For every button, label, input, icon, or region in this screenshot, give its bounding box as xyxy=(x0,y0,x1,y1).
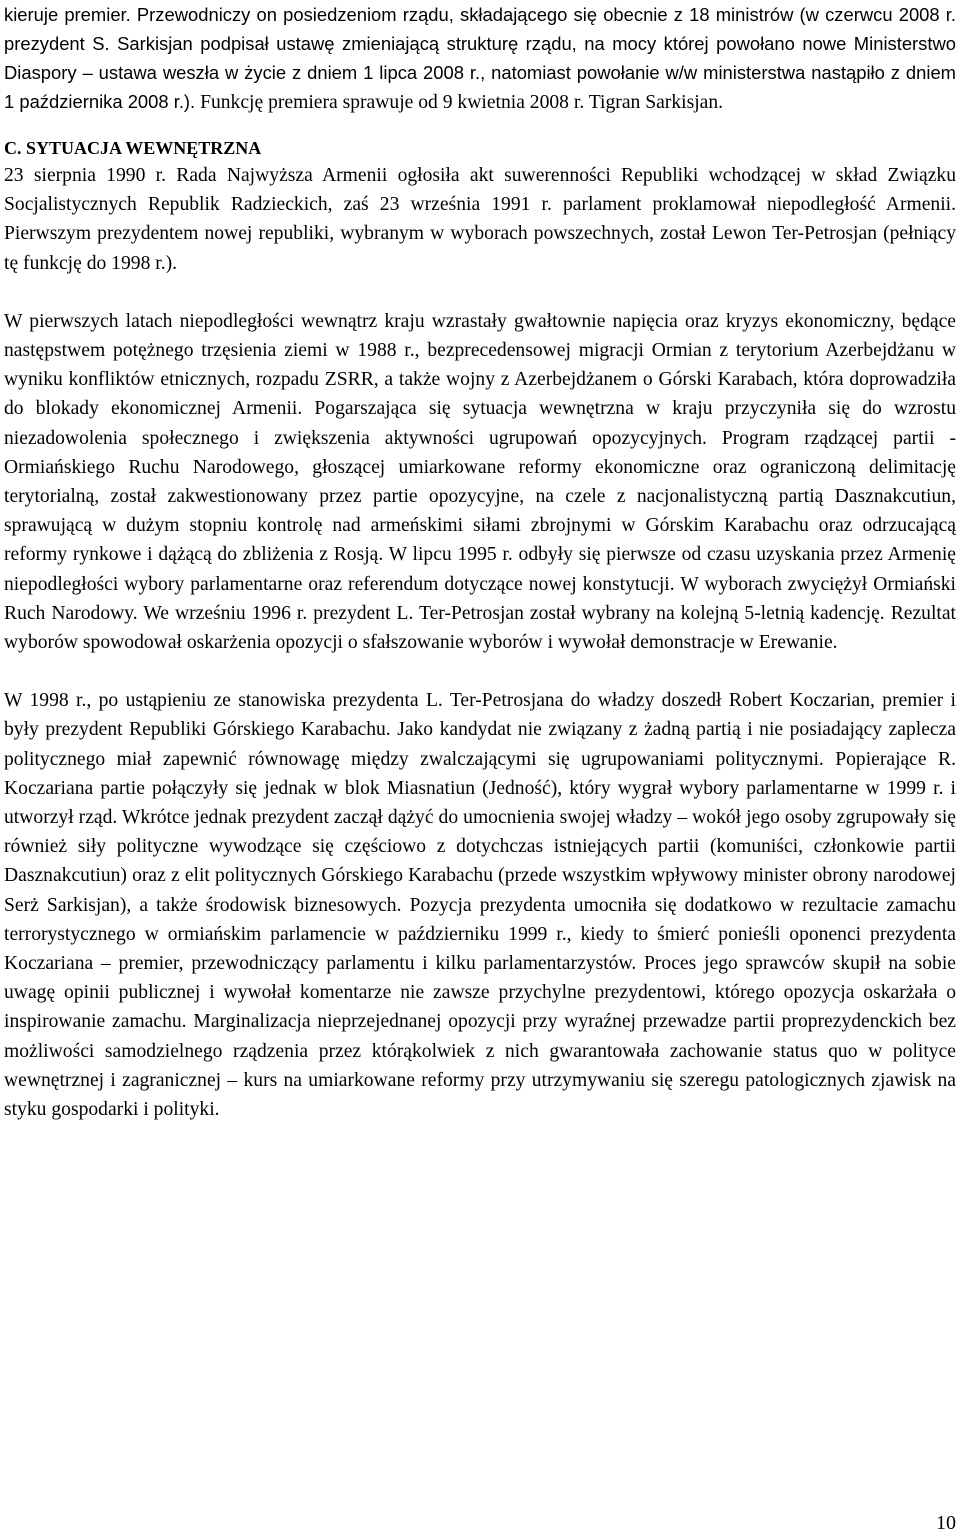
section-heading: C. SYTUACJA WEWNĘTRZNA xyxy=(4,138,262,158)
intro-text-serif: Funkcję premiera sprawuje od 9 kwietnia 2008 r. Tigran Sarkisjan. xyxy=(195,92,724,113)
paragraph-independence: 23 sierpnia 1990 r. Rada Najwyższa Armenii ogłosiła akt suwerenności Republiki wchodzącej w skład Związku Socjalistycznych Republik Radzieckich, zaś 23 września 1991 r. parlament proklamował niepodległość Armenii. Pierwszym prezydentem nowej republiki, wybranym w wyborach powszechnych, został Lewon Ter-Petrosjan (pełniący tę funkcję do 1998 r.). xyxy=(4,165,956,274)
paragraph-early-years: W pierwszych latach niepodległości wewnątrz kraju wzrastały gwałtownie napięcia oraz kryzys ekonomiczny, będące następstwem potężnego trzęsienia ziemi w 1988 r., bezprecedensowej migracji Ormian z terytorium Azerbejdżanu w wyniku konfliktów etnicznych, rozpadu ZSRR, a także wojny z Azerbejdżanem o Górski Karabach, która doprowadziła do blokady ekonomicznej Armenii. Pogarszająca się sytuacja wewnętrzna w kraju przyczyniła się do wzrostu niezadowolenia społecznego i zwiększenia aktywności ugrupowań opozycyjnych. Program rządzącej partii - Ormiańskiego Ruchu Narodowego, głoszącej umiarkowane reformy ekonomiczne oraz ograniczoną delimitację terytorialną, został zakwestionowany przez partie opozycyjne, na czele z nacjonalistyczną partią Dasznakcutiun, sprawującą w dużym stopniu kontrolę nad armeńskimi siłami zbrojnymi w Górskim Karabachu oraz odrzucającą reformy rynkowe i dążącą do zbliżenia z Rosją. W lipcu 1995 r. odbyły się pierwsze od czasu uzyskania przez Armenię niepodległości wybory parlamentarne oraz referendum dotyczące nowej konstytucji. W wyborach zwyciężył Ormiański Ruch Narodowy. We wrześniu 1996 r. prezydent L. Ter-Petrosjan został wybrany na kolejną 5-letnią kadencję. Rezultat wyborów spowodował oskarżenia opozycji o sfałszowanie wyborów i wywołał demonstracje w Erewanie. xyxy=(4,310,956,654)
page-number: 10 xyxy=(936,1512,956,1534)
intro-text: kieruje premier. Przewodniczy on posiedzeniom rządu, składającego się obecnie z 18 ministrów (w czerwcu 2008 r. prezydent S. Sarkisjan podpisał ustawę zmieniającą strukturę rządu, na mocy której powołano nowe Ministerstwo Diaspory – ustawa weszła w życie z dniem 1 lipca 2008 r., natomiast powołanie w/w ministerstwa nastąpiło z dniem 1 października 2008 r.). xyxy=(4,4,956,112)
intro-paragraph xyxy=(4,0,956,117)
paragraph-koczarian: W 1998 r., po ustąpieniu ze stanowiska prezydenta L. Ter-Petrosjana do władzy doszedł Robert Koczarian, premier i były prezydent Republiki Górskiego Karabachu. Jako kandydat nie związany z żadną partią i nie posiadający zaplecza politycznego miał zapewnić równowagę między zwalczającymi się ugrupowaniami politycznymi. Popierające R. Koczariana partie połączyły się jednak w blok Miasnatiun (Jedność), który wygrał wybory parlamentarne w 1999 r. i utworzył rząd. Wkrótce jednak prezydent zaczął dążyć do umocnienia swojej władzy – wokół jego osoby zgrupowały się również siły polityczne wywodzące się częściowo z dotychczas istniejących partii (komuniści, członkowie partii Dasznakcutiun) oraz z elit politycznych Górskiego Karabachu (przede wszystkim wpływowy minister obrony narodowej Serż Sarkisjan), a także środowisk biznesowych. Pozycja prezydenta umocniła się dodatkowo w rezultacie zamachu terrorystycznego w ormiańskim parlamencie w październiku 1999 r., kiedy to śmierć ponieśli oponenci prezydenta Koczariana – premier, przewodniczący parlamentu i kilku parlamentarzystów. Proces jego sprawców skupił na sobie uwagę opinii publicznej i wywołał komentarze nie zawsze przychylne prezydentowi, którego opozycja oskarżała o inspirowanie zamachu. Marginalizacja nieprzejednanej opozycji przy wyraźnej przewadze partii proprezydenckich bez możliwości samodzielnego rządzenia przez którąkolwiek z nich gwarantowała zachowanie status quo w polityce wewnętrznej i zagranicznej – kurs na umiarkowane reformy przy utrzymywaniu się szeregu patologicznych zjawisk na styku gospodarki i polityki. xyxy=(4,690,956,1121)
page-content xyxy=(4,0,956,1124)
